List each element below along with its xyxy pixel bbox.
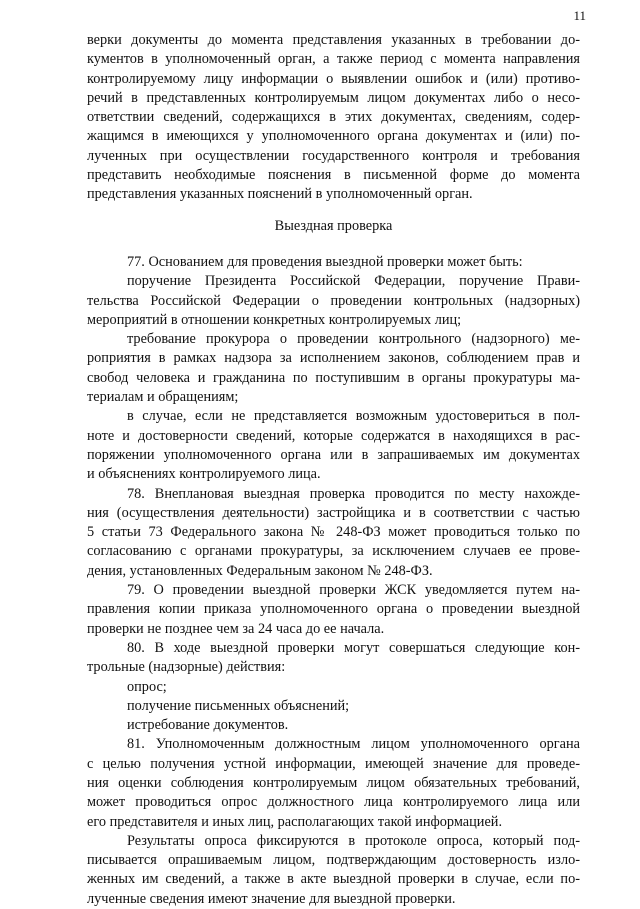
paragraph [87, 735, 580, 831]
text-line: представить необходимые пояснения в письменной форме до момента [87, 167, 580, 184]
text-line: лученных при осуществлении государственного контроля и требования [87, 147, 580, 164]
text-line: ноте и достоверности сведений, которые содержатся в находящихся в рас- [87, 427, 580, 444]
text-line: териалам и обращениям; [87, 389, 239, 406]
text-line: мероприятий в отношении конкретных контролируемых лиц; [87, 311, 462, 328]
text-line: получение письменных объяснений; [127, 697, 350, 714]
text-line: 79. О проведении выездной проверки ЖСК уведомляется путем на- [127, 582, 580, 599]
paragraph [87, 716, 580, 735]
text-line: трольные (надзорные) действия: [87, 659, 286, 676]
text-line: и объяснениях контролируемого лица. [87, 466, 321, 483]
paragraph [87, 697, 580, 716]
text-line: лученные сведения имеют значение для выездной проверки. [87, 890, 456, 907]
section-paragraphs [87, 253, 580, 909]
text-line: женных им сведений, а также в акте выездной проверки в случае, если по- [87, 871, 580, 888]
paragraph [87, 253, 580, 272]
paragraph [87, 330, 580, 407]
text-line: его представителя и иных лиц, располагающих такой информацией. [87, 813, 503, 830]
page-number: 11 [573, 8, 586, 23]
text-line: Результаты опроса фиксируются в протоколе опроса, который под- [127, 832, 580, 849]
text-line: с целью получения устной информации, имеющей значение для проведе- [87, 755, 580, 772]
paragraph [87, 832, 580, 909]
text-line: писывается опрашиваемым лицом, подтверждающим достоверность изло- [87, 852, 580, 869]
intro-paragraph [87, 31, 580, 205]
text-line: верки документы до момента представления указанных в требовании до- [87, 32, 580, 48]
paragraph [87, 581, 580, 639]
text-line: контролируемому лицу информации о выявлении ошибок и (или) противо- [87, 70, 580, 87]
text-line: в случае, если не представляется возможным удостовериться в пол- [127, 408, 580, 425]
text-line: опрос; [127, 678, 167, 695]
text-line: речий в представленных контролируемым лицом документах либо о несо- [87, 89, 580, 106]
text-line: 5 статьи 73 Федерального закона № 248-ФЗ может проводиться только по [87, 524, 580, 541]
paragraph [87, 407, 580, 484]
text-line: поручение Президента Российской Федерации, поручение Прави- [127, 273, 580, 290]
text-line: ния (осуществления деятельности) застройщика и в соответствии с частью [87, 504, 580, 521]
text-line: 81. Уполномоченным должностным лицом уполномоченного органа [127, 736, 580, 753]
text-line: правления копии приказа уполномоченного органа о проведении выездной [87, 601, 580, 618]
text-line: дения, установленных Федеральным законом № 248-ФЗ. [87, 562, 433, 579]
text-line: может проводиться опрос должностного лица контролируемого лица или [87, 794, 580, 811]
section-heading: Выездная проверка [274, 217, 393, 234]
text-line: требование прокурора о проведении контрольного (надзорного) ме- [127, 331, 580, 348]
text-line: 77. Основанием для проведения выездной проверки может быть: [127, 253, 523, 270]
text-line: ответствии сведений, содержащихся в этих документах, сведениям, содер- [87, 109, 580, 126]
text-line: жащимся в имеющихся у уполномоченного органа документах и (или) по- [87, 128, 580, 145]
paragraph [87, 272, 580, 330]
text-line: истребование документов. [127, 717, 289, 734]
text-line: 80. В ходе выездной проверки могут совершаться следующие кон- [127, 639, 580, 656]
paragraph [87, 678, 580, 697]
document-body [87, 31, 580, 909]
text-line: свобод человека и гражданина по поступившим в органы прокуратуры ма- [87, 369, 580, 386]
text-line: ния оценки соблюдения контролируемым лицом обязательных требований, [87, 774, 580, 791]
text-line: поряжении уполномоченного органа или в запрашиваемых им документах [87, 446, 580, 463]
text-line: проверки не позднее чем за 24 часа до ее начала. [87, 620, 385, 637]
text-line: роприятия в рамках надзора за исполнением законов, соблюдением прав и [87, 350, 580, 367]
text-line: 78. Внеплановая выездная проверка проводится по месту нахожде- [127, 485, 580, 502]
text-line: согласованию с органами прокуратуры, за исключением случаев ее прове- [87, 543, 580, 560]
text-line: представления указанных пояснений в уполномоченный орган. [87, 186, 473, 203]
paragraph [87, 639, 580, 678]
text-line: кументов в уполномоченный орган, а также период с момента направления [87, 51, 580, 68]
paragraph [87, 485, 580, 581]
text-line: тельства Российской Федерации о проведении контрольных (надзорных) [87, 292, 580, 309]
